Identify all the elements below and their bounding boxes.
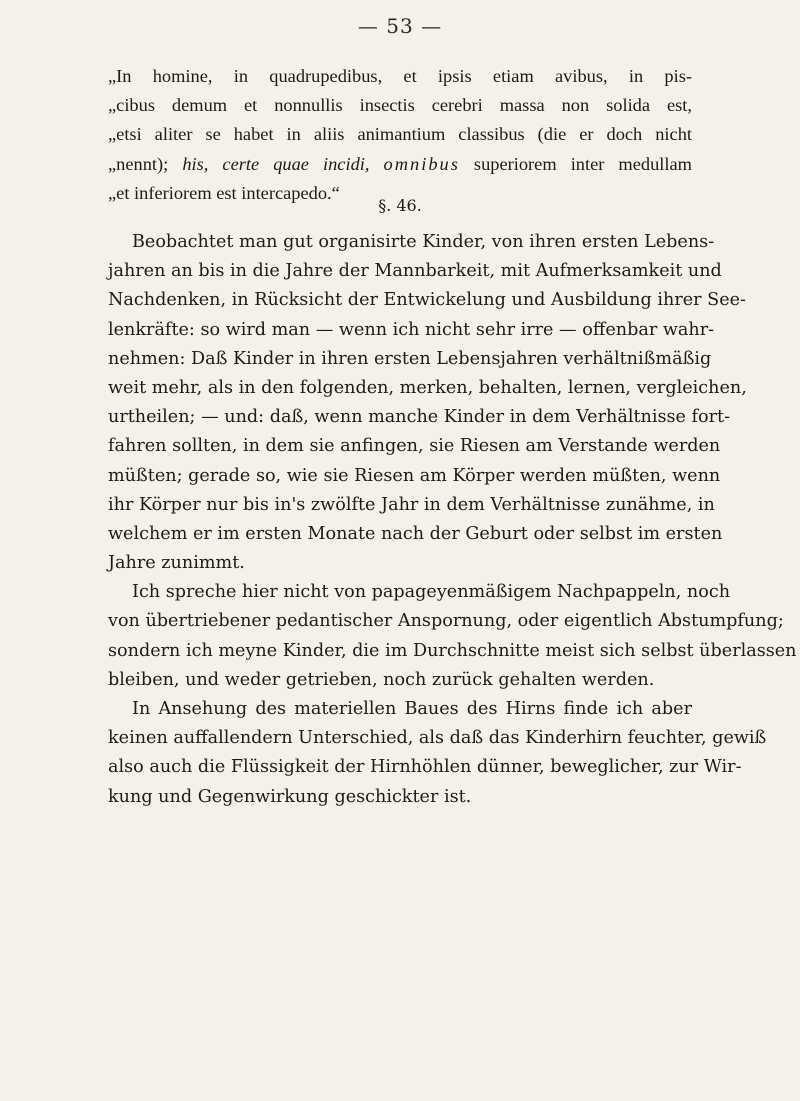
quote-italic-fragment: his, bbox=[182, 153, 209, 174]
section-heading: §. 46. bbox=[378, 196, 422, 215]
text-line: nehmen: Daß Kinder in ihren ersten Lebensjahren verhältnißmäßig bbox=[108, 348, 712, 369]
paragraph-1 bbox=[108, 228, 797, 812]
text-line: also auch die Flüssigkeit der Hirnhöhlen dünner, beweglicher, zur Wir- bbox=[108, 757, 742, 778]
text-line: urtheilen; — und: daß, wenn manche Kinder in dem Verhältnisse fort- bbox=[108, 407, 731, 428]
page-number: — 53 — bbox=[357, 14, 443, 38]
text-line: welchem er im ersten Monate nach der Geburt oder selbst im ersten bbox=[108, 523, 723, 544]
text-line: keinen auffallendern Unterschied, als daß das Kinderhirn feuchter, gewiß bbox=[108, 728, 767, 749]
text-line: Nachdenken, in Rücksicht der Entwickelung und Ausbildung ihrer See- bbox=[108, 290, 746, 311]
quote-italic-fragment: certe quae incidi, bbox=[222, 153, 370, 174]
text-line: fahren sollten, in dem sie anfingen, sie Riesen am Verstande werden bbox=[108, 436, 721, 457]
text-line: Ich spreche hier nicht von papageyenmäßigem Nachpappeln, noch bbox=[132, 582, 731, 603]
latin-quotation bbox=[108, 62, 692, 208]
text-line: In Ansehung des materiellen Baues des Hirns finde ich aber bbox=[132, 699, 692, 719]
text-line: ihr Körper nur bis in's zwölfte Jahr in dem Verhältnisse zunähme, in bbox=[108, 494, 715, 515]
quote-fragment: superiorem inter medullam bbox=[473, 153, 692, 174]
text-line: von übertriebener pedantischer Anspornung, oder eigentlich Abstumpfung; bbox=[108, 611, 784, 632]
quote-fragment: „nennt); bbox=[108, 153, 169, 174]
text-line: jahren an bis in die Jahre der Mannbarkeit, mit Aufmerksamkeit und bbox=[108, 261, 722, 282]
quote-line: „etsi aliter se habet in aliis animantium classibus (die er doch nicht bbox=[108, 124, 692, 145]
text-line: weit mehr, als in den folgenden, merken, behalten, lernen, vergleichen, bbox=[108, 377, 747, 398]
quote-line: „et inferiorem est intercapedo.“ bbox=[108, 182, 340, 203]
quote-line bbox=[108, 150, 692, 179]
quote-line: „In homine, in quadrupedibus, et ipsis etiam avibus, in pis- bbox=[108, 66, 692, 86]
text-line: müßten; gerade so, wie sie Riesen am Körper werden müßten, wenn bbox=[108, 465, 721, 486]
text-line: Beobachtet man gut organisirte Kinder, von ihren ersten Lebens- bbox=[132, 232, 715, 252]
text-line: bleiben, und weder getrieben, noch zurück gehalten werden. bbox=[108, 669, 655, 690]
text-line: sondern ich meyne Kinder, die im Durchschnitte meist sich selbst überlassen bbox=[108, 640, 797, 661]
quote-emphasis: omnibus bbox=[383, 153, 460, 174]
text-line: lenkräfte: so wird man — wenn ich nicht sehr irre — offenbar wahr- bbox=[108, 319, 715, 340]
quote-line: „cibus demum et nonnullis insectis cerebri massa non solida est, bbox=[108, 95, 692, 116]
text-line: Jahre zunimmt. bbox=[108, 553, 245, 574]
text-line: kung und Gegenwirkung geschickter ist. bbox=[108, 786, 472, 807]
